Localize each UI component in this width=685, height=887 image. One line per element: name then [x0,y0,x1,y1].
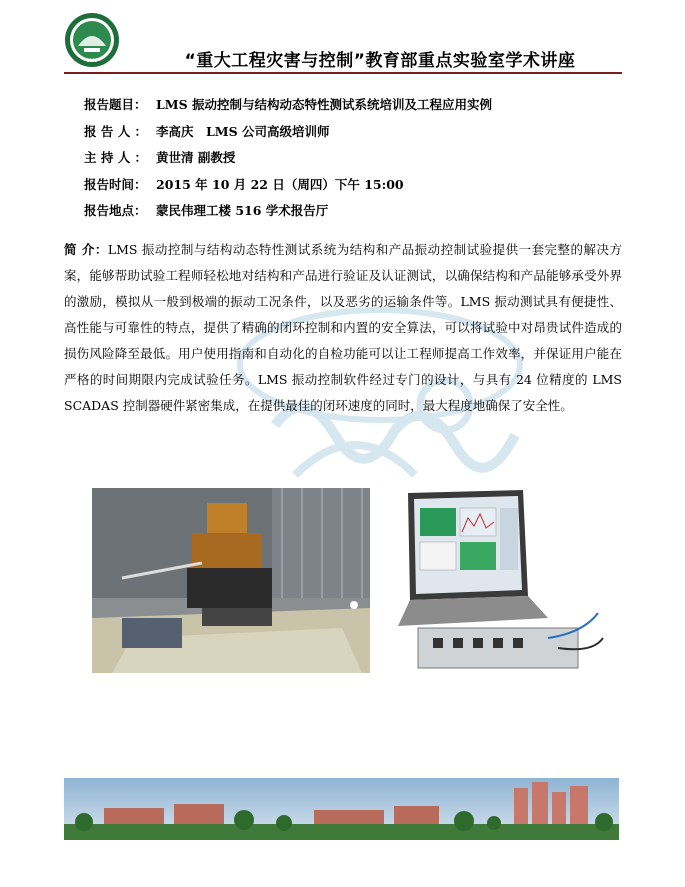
info-row-speaker [84,122,624,149]
intro-text: LMS 振动控制与结构动态特性测试系统为结构和产品振动控制试验提供一套完整的解决方案，能够帮助试验工程师轻松地对结构和产品进行验证及认证测试，以确保结构和产品能够承受外界的激励，模拟从一般到极端的振动工况条件，以及恶劣的运输条件等。LMS 振动测试具有便捷性、高性能与可靠性的特点，提供了精确的闭环控制和内置的安全算法，可以将试验中对昂贵试件造成的损伤风险降至最低。用户使用指南和自动化的自检功能可以让工程师提高工作效率，并保证用户能在严格的时间期限内完成试验任务。LMS 振动控制软件经过专门的设计，与具有 24 位精度的 LMS SCADAS 控制器硬件紧密集成，在提供最佳的闭环速度的同时，最大程度地确保了安全性。 [64,242,622,413]
info-row-topic [84,95,624,122]
lecture-info [84,95,624,228]
topic-value: LMS 振动控制与结构动态特性测试系统培训及工程应用实例 [156,97,493,112]
host-value: 黄世清 副教授 [156,150,236,165]
speaker-value: 李高庆 LMS 公司高级培训师 [156,123,330,139]
speaker-label: 报 告 人 ： [84,123,148,139]
title-divider [64,72,622,74]
time-label: 报告时间： [84,176,147,192]
campus-panorama-banner [64,778,619,840]
laptop-daq-hardware-photo [398,488,608,673]
svg-text:1906: 1906 [86,58,98,63]
place-label: 报告地点： [84,203,147,218]
intro-label: 简 介： [64,242,108,257]
place-value: 蒙民伟理工楼 516 学术报告厅 [156,203,329,218]
satellite-vibration-test-photo [92,488,370,673]
host-label: 主 持 人 ： [84,150,148,165]
page-title: “重大工程灾害与控制”教育部重点实验室学术讲座 [184,51,576,71]
info-row-host [84,148,624,175]
time-value: 2015 年 10 月 22 日（周四）下午 15:00 [156,176,404,192]
info-row-time [84,175,624,202]
university-seal-icon [64,12,120,68]
topic-label: 报告题目： [84,97,147,112]
intro-paragraph [64,237,622,419]
info-row-place [84,201,624,228]
